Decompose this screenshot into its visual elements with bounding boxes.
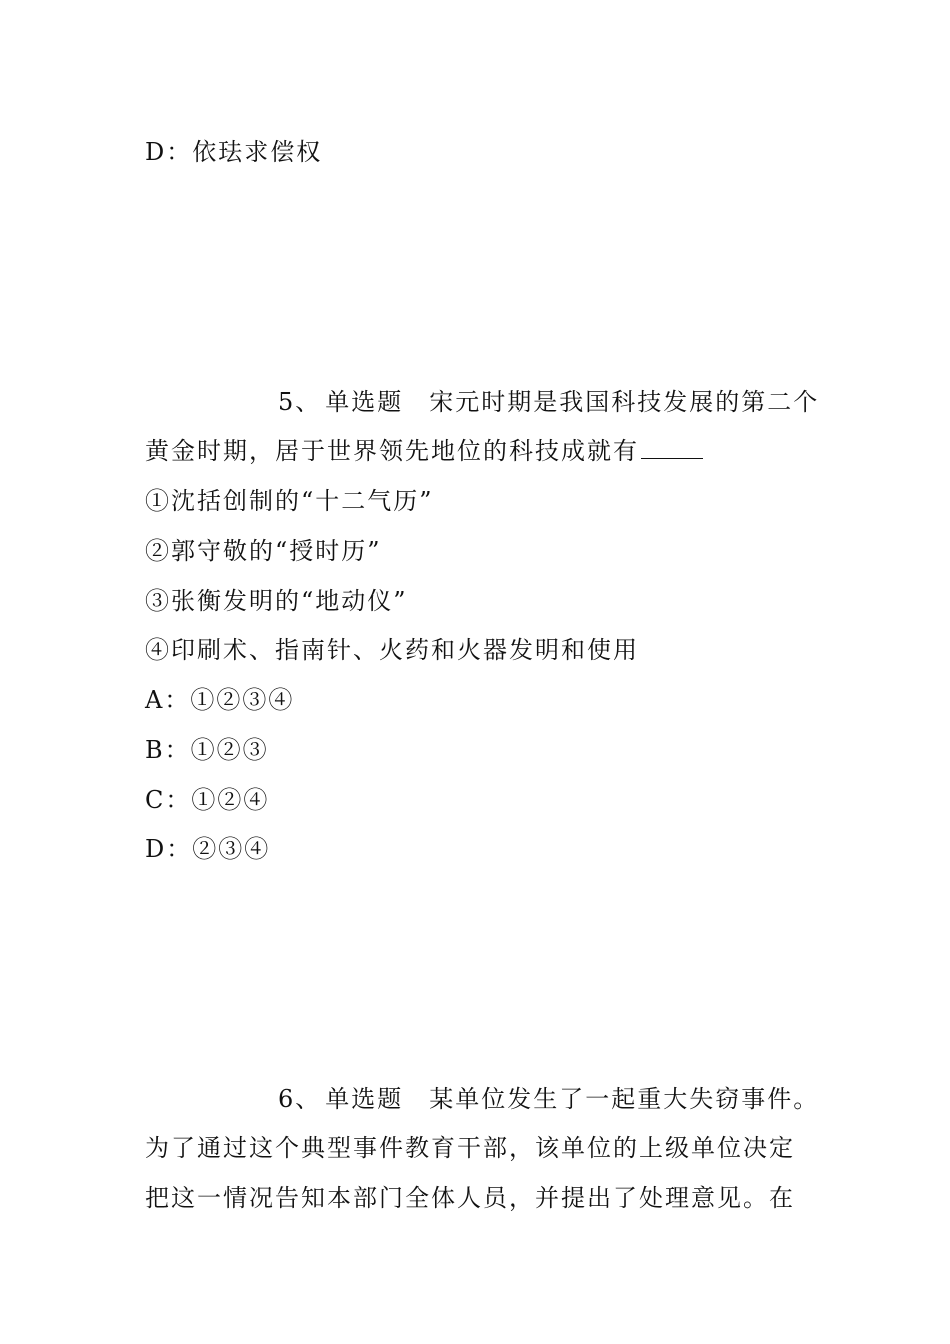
q5-option-a: A：①②③④ bbox=[145, 686, 295, 714]
q5-type: 单选题 bbox=[325, 388, 404, 416]
q6-stem-line3: 把这一情况告知本部门全体人员，并提出了处理意见。在 bbox=[145, 1184, 795, 1212]
q5-number: 5、 bbox=[278, 388, 322, 416]
q6-type: 单选题 bbox=[325, 1085, 404, 1113]
q5-stem-line2-text: 黄金时期，居于世界领先地位的科技成就有 bbox=[145, 437, 639, 465]
prev-option-d: D：依珐求偿权 bbox=[145, 138, 323, 166]
q5-stem-line2 bbox=[145, 435, 703, 467]
q5-option-b: B：①②③ bbox=[145, 736, 269, 764]
q6-stem-line2: 为了通过这个典型事件教育干部，该单位的上级单位决定 bbox=[145, 1134, 795, 1162]
q6-stem-line1: 某单位发生了一起重大失窃事件。 bbox=[429, 1085, 820, 1113]
q5-option-d: D：②③④ bbox=[145, 835, 271, 863]
q6-header bbox=[278, 1083, 819, 1115]
q5-stem-line1: 宋元时期是我国科技发展的第二个 bbox=[429, 388, 820, 416]
q6-number: 6、 bbox=[278, 1085, 322, 1113]
q5-option-c: C：①②④ bbox=[145, 786, 270, 814]
q5-header bbox=[278, 386, 819, 418]
q5-item-3: ③张衡发明的“地动仪” bbox=[145, 587, 408, 615]
q5-item-4: ④印刷术、指南针、火药和火器发明和使用 bbox=[145, 636, 639, 664]
q5-item-1: ①沈括创制的“十二气历” bbox=[145, 487, 434, 515]
answer-blank bbox=[641, 436, 703, 459]
q5-item-2: ②郭守敬的“授时历” bbox=[145, 537, 382, 565]
